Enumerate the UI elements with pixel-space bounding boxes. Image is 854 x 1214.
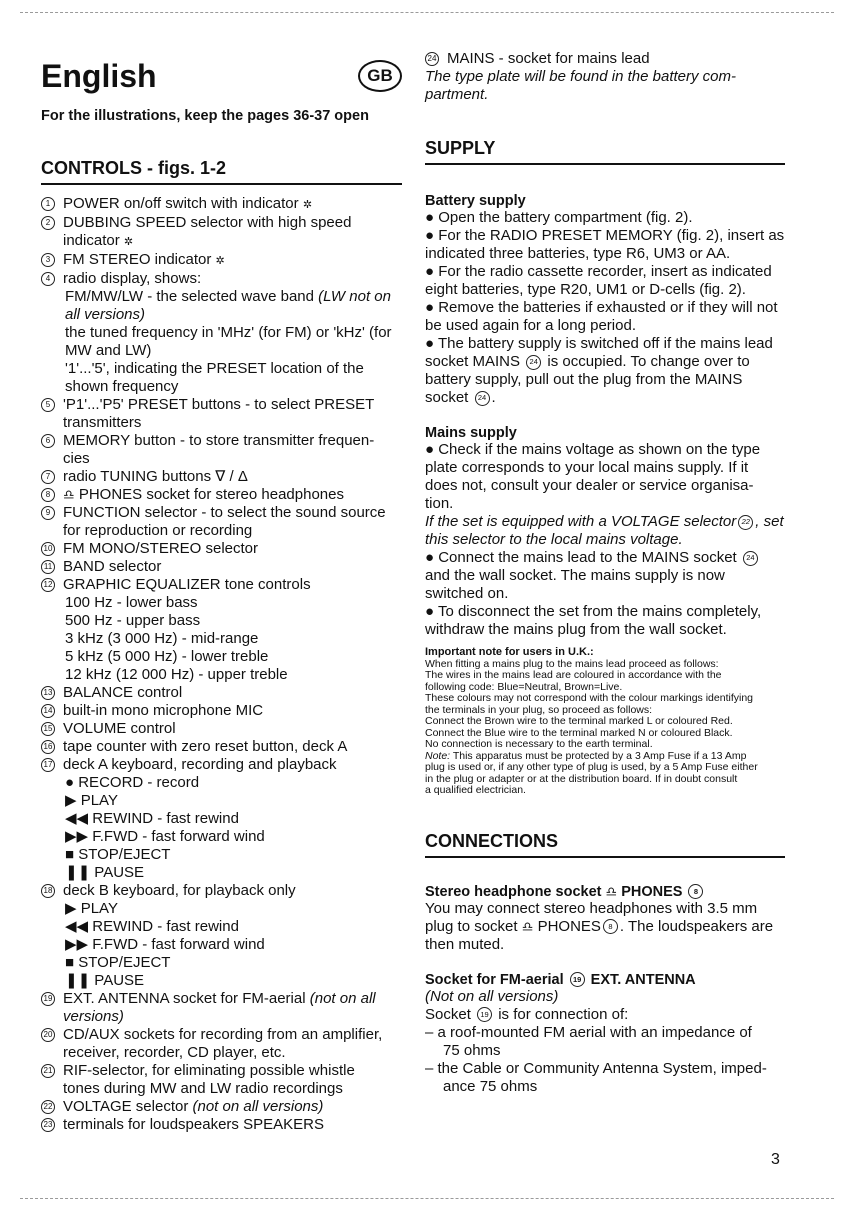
scan-border-bottom <box>20 1198 834 1200</box>
list-item: 9 FUNCTION selector - to select the sound source for reproduction or recording <box>41 504 402 540</box>
list-item: 23 terminals for loudspeakers SPEAKERS <box>41 1116 402 1134</box>
country-badge: GB <box>358 60 402 92</box>
list-item: 13 BALANCE control <box>41 684 402 702</box>
mains-supply-heading: Mains supply <box>425 425 517 441</box>
list-item: 18 deck B keyboard, for playback only <box>41 882 402 900</box>
page-number: 3 <box>771 1151 780 1168</box>
list-item: 7 radio TUNING buttons ∇ / Δ <box>41 468 402 486</box>
ref-22: 22 <box>738 515 753 530</box>
list-item: 10 FM MONO/STEREO selector <box>41 540 402 558</box>
ref-24: 24 <box>526 355 541 370</box>
list-item: 21 RIF-selector, for eliminating possible whistle tones during MW and LW radio recordings <box>41 1062 402 1098</box>
list-item: 1 POWER on/off switch with indicator ✲ <box>41 195 402 214</box>
page-title-row <box>41 54 402 98</box>
list-item: 4 radio display, shows: <box>41 270 402 288</box>
mains-supply-text: ● Check if the mains voltage as shown on the type plate corresponds to your local mains supply. If it does not, consult your dealer or service organisa- tion. If the set is equipped with a VOLTAGE selector 22 , set this selector to the local mains voltage. ● Connect the mains lead to the MAINS socket 24 and the wall socket. The mains supply is now switched on. ● To disconnect the set from the mains completely, withdraw the mains plug from the wall socket. <box>425 441 784 638</box>
scan-border-top <box>20 12 834 14</box>
list-item: 14 built-in mono microphone MIC <box>41 702 402 720</box>
list-item: 3 FM STEREO indicator ✲ <box>41 251 402 270</box>
ref-24: 24 <box>743 551 758 566</box>
list-item: 6 MEMORY button - to store transmitter frequen- cies <box>41 432 402 468</box>
ref-19: 19 <box>477 1007 492 1022</box>
indicator-icon: ✲ <box>123 236 134 248</box>
controls-heading: CONTROLS - figs. 1-2 <box>41 158 402 185</box>
equalizer-bands: 100 Hz - lower bass 500 Hz - upper bass 3 kHz (3 000 Hz) - mid-range 5 kHz (5 000 Hz) - lower treble 12 kHz (12 000 Hz) - upper treble <box>65 594 288 683</box>
page-title: English <box>41 57 157 94</box>
battery-supply-heading: Battery supply <box>425 193 526 209</box>
left-column <box>41 50 402 1134</box>
headphones-icon: ♎ <box>521 918 534 934</box>
deck-b-keys: ▶ PLAY ◀◀ REWIND - fast rewind ▶▶ F.FWD - fast forward wind ■ STOP/EJECT ❚❚ PAUSE <box>65 900 265 989</box>
indicator-icon: ✲ <box>215 255 225 267</box>
ref-24: 24 <box>475 391 490 406</box>
indicator-icon: ✲ <box>302 199 313 211</box>
connections-heading: CONNECTIONS <box>425 831 785 858</box>
deck-a-keys: ● RECORD - record ▶ PLAY ◀◀ REWIND - fast rewind ▶▶ F.FWD - fast forward wind ■ STOP/EJECT ❚❚ PAUSE <box>65 774 265 881</box>
battery-supply-text: ● Open the battery compartment (fig. 2). ● For the RADIO PRESET MEMORY (fig. 2), insert as indicated three batteries, type R6, UM3 or AA. ● For the radio cassette recorder, insert as indicated eight batteries, type R20, UM1 or D-cells (fig. 2). ● Remove the batteries if exhausted or if they will not be used again for a long period. ● The battery supply is switched off if the mains lead socket MAINS 24 is occupied. To change over to battery supply, pull out the plug from the MAINS socket 24 . <box>425 209 785 406</box>
list-item: 15 VOLUME control <box>41 720 402 738</box>
headphones-icon: ♎ <box>63 487 75 502</box>
list-item: 17 deck A keyboard, recording and playback <box>41 756 402 774</box>
list-item: 22 VOLTAGE selector (not on all versions) <box>41 1098 402 1116</box>
phones-heading: Stereo headphone socket ♎ PHONES 8 <box>425 884 785 900</box>
subtitle: For the illustrations, keep the pages 36-37 open <box>41 108 369 124</box>
list-item: 5 'P1'...'P5' PRESET buttons - to select PRESET transmitters <box>41 396 402 432</box>
mains-item: 24 MAINS - socket for mains lead The type plate will be found in the battery com- partment. <box>425 50 737 103</box>
right-column <box>425 50 785 1096</box>
uk-note: Important note for users in U.K.: When fitting a mains plug to the mains lead proceed as follows: The wires in the mains lead are coloured in accordance with the following code: Blue=Neutral, Brown=Live. These colours may not correspond with the colour markings identifying the terminals in your plug, so proceed as follows: Connect the Brown wire to the terminal marked L or coloured Red. Connect the Blue wire to the terminal marked N or coloured Black. No connection is necessary to the earth terminal. Note: This apparatus must be protected by a 3 Amp Fuse if a 13 Amp plug is used or, if any other type of plug is used, by a 5 Amp Fuse either in the plug or adapter or at the distribution board. If in doubt consult a qualified electrician. <box>425 646 758 796</box>
display-description: FM/MW/LW - the selected wave band (LW not on all versions) the tuned frequency in 'MHz' (for FM) or 'kHz' (for MW and LW) '1'...'5', indicating the PRESET location of the shown frequency <box>65 288 392 395</box>
phones-text: You may connect stereo headphones with 3.5 mm plug to socket ♎ PHONES 8 . The loudspeakers are then muted. <box>425 899 774 953</box>
ref-8: 8 <box>603 919 618 934</box>
list-item: 12 GRAPHIC EQUALIZER tone controls <box>41 576 402 594</box>
list-item: 8 ♎ PHONES socket for stereo headphones <box>41 486 402 504</box>
list-item: 19 EXT. ANTENNA socket for FM-aerial (not on all versions) <box>41 990 402 1026</box>
ref-8: 8 <box>688 884 703 899</box>
fm-aerial-heading: Socket for FM-aerial 19 EXT. ANTENNA <box>425 971 696 988</box>
controls-list <box>41 195 402 1134</box>
list-item: 2 DUBBING SPEED selector with high speed indicator ✲ <box>41 214 402 251</box>
supply-heading: SUPPLY <box>425 138 785 165</box>
headphones-icon: ♎ <box>605 883 618 899</box>
ref-19: 19 <box>570 972 585 987</box>
list-item: 16 tape counter with zero reset button, deck A <box>41 738 402 756</box>
list-item: 11 BAND selector <box>41 558 402 576</box>
list-item: 20 CD/AUX sockets for recording from an amplifier, receiver, recorder, CD player, etc. <box>41 1026 402 1062</box>
fm-aerial-text: (Not on all versions) Socket 19 is for connection of: – a roof-mounted FM aerial with an impedance of 75 ohms – the Cable or Community Antenna System, imped- ance 75 ohms <box>425 987 767 1095</box>
